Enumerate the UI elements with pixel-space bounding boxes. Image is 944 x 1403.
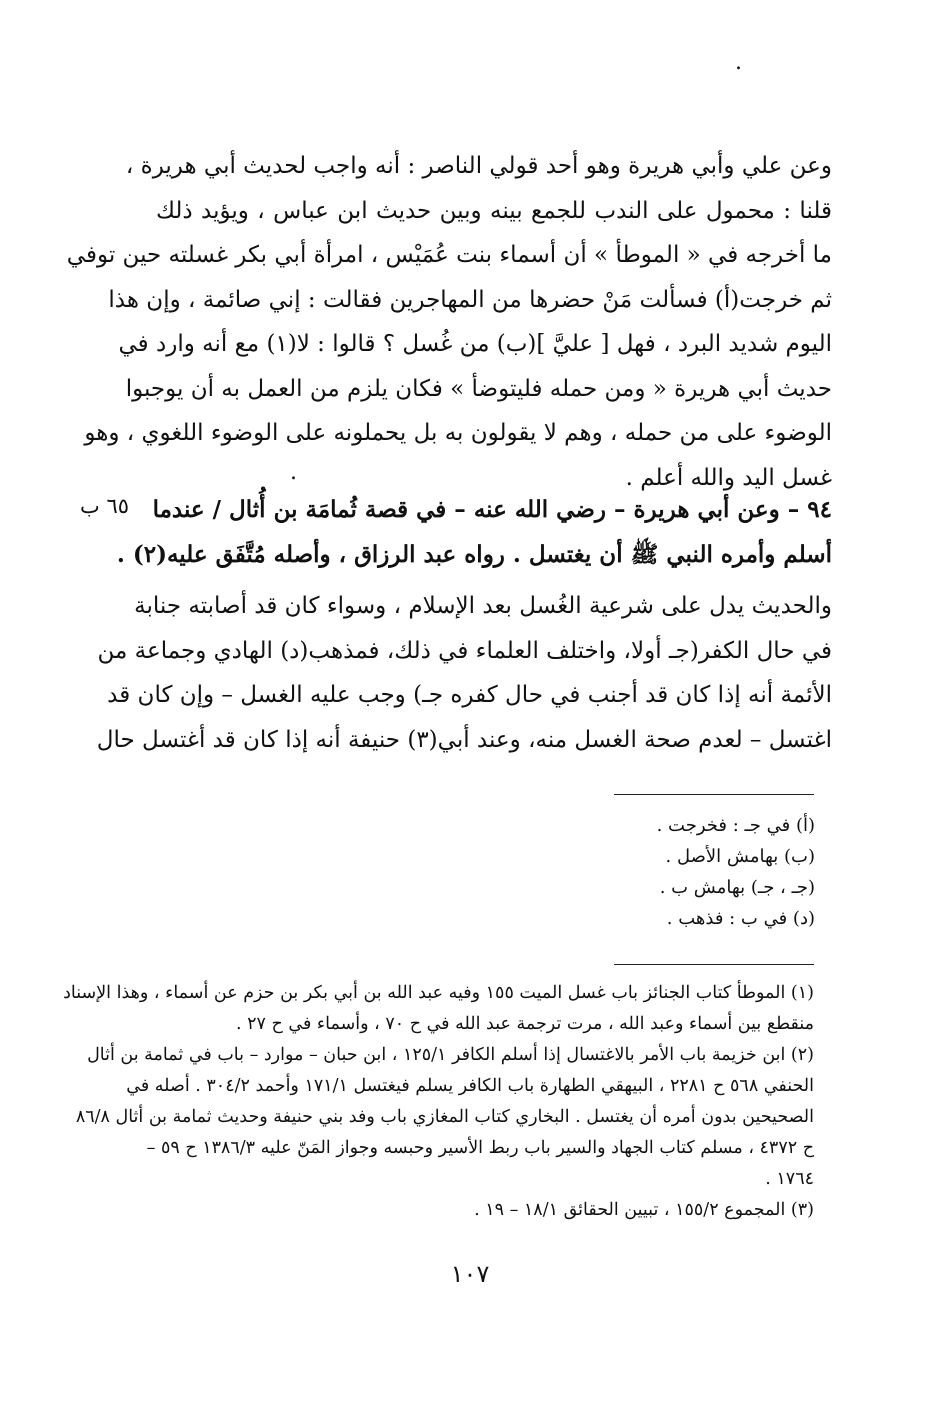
mid-dot: .: [290, 460, 297, 485]
margin-folio-note: ٦٥ ب: [80, 494, 130, 518]
footnote-line: منقطع بين أسماء وعبد الله ، مرت ترجمة عبد الله في ح ٧٠ ، وأسماء في ح ٢٧ .: [236, 1014, 814, 1034]
body-line: اغتسل – لعدم صحة الغسل منه، وعند أبي(٣) حنيفة أنه إذا كان قد أغتسل حال: [96, 726, 832, 753]
body-line: الأئمة أنه إذا كان قد أجنب في حال كفره جـ) وجب عليه الغسل – وإن كان قد: [107, 682, 832, 708]
body-line: ما أخرجه في « الموطأ » أن أسماء بنت عُمَيْس ، امرأة أبي بكر غسلته حين توفي: [66, 242, 832, 268]
variant-notes-divider: [614, 794, 814, 795]
body-line: وعن علي وأبي هريرة وهو أحد قولي الناصر : أنه واجب لحديث أبي هريرة ،: [125, 153, 832, 179]
variant-note: (جـ ، جـ) بهامش ب .: [659, 877, 815, 898]
body-line: حديث أبي هريرة « ومن حمله فليتوضأ » فكان يلزم من العمل به أن يوجبوا: [125, 375, 832, 402]
footnote-line: (١) الموطأ كتاب الجنائز باب غسل الميت ١٥٥ وفيه عبد الله بن أبي بكر بن حزم عن أسماء ، وهذا الإسناد: [63, 983, 814, 1003]
footnotes: [63, 978, 814, 1226]
footnote-line: (٢) ابن خزيمة باب الأمر بالاغتسال إذا أسلم الكافر ١٢٥/١ ، ابن حبان – موارد – باب في ثمامة بن أثال: [87, 1045, 814, 1065]
hadith-line: أسلم وأمره النبي ﷺ أن يغتسل . رواه عبد الرزاق ، وأصله مُتَّفَق عليه(٢) .: [116, 540, 832, 568]
variant-note: (ب) بهامش الأصل .: [665, 846, 815, 867]
variant-notes: [560, 810, 815, 934]
footnote-line: (٣) المجموع ١٥٥/٢ ، تبيين الحقائق ١٨/١ – ١٩ .: [474, 1200, 814, 1220]
footnote-line: ح ٤٣٧٢ ، مسلم كتاب الجهاد والسير باب ربط الأسير وحبسه وجواز المَنّ عليه ١٣٨٦/٣ ح ٥٩ –: [146, 1138, 814, 1158]
top-dot: .: [735, 50, 742, 75]
page-number: ١٠٧: [450, 1260, 490, 1288]
footnotes-divider: [614, 964, 814, 965]
hadith-94: [116, 488, 832, 577]
footnote-line: ١٧٦٤ .: [765, 1169, 814, 1189]
footnote-line: الصحيحين بدون أمره أن يغتسل . البخاري كتاب المغازي باب وفد بني حنيفة وحديث ثمامة بن أثال ٨٦/٨: [75, 1107, 814, 1127]
variant-note: (أ) في جـ : فخرجت .: [656, 815, 815, 836]
main-text-top: [66, 144, 832, 500]
body-line: الوضوء على من حمله ، وهم لا يقولون به بل يحملونه على الوضوء اللغوي ، وهو: [84, 420, 832, 446]
body-line: في حال الكفر(جـ أولا، واختلف العلماء في ذلك، فمذهب(د) الهادي وجماعة من: [97, 637, 832, 664]
commentary: [96, 584, 832, 762]
body-line: اليوم شديد البرد ، فهل [ عليَّ ](ب) من غُسل ؟ قالوا : لا(١) مع أنه وارد في: [118, 331, 832, 357]
variant-note: (د) في ب : فذهب .: [666, 908, 815, 929]
body-line: ثم خرجت(أ) فسألت مَنْ حضرها من المهاجرين فقالت : إني صائمة ، وإن هذا: [108, 286, 832, 313]
body-line: قلنا : محمول على الندب للجمع بينه وبين حديث ابن عباس ، ويؤيد ذلك: [156, 197, 832, 224]
hadith-line: ٩٤ – وعن أبي هريرة – رضي الله عنه – في قصة ثُمامَة بن أُثال / عندما: [152, 496, 832, 523]
body-line: غسل اليد والله أعلم .: [625, 464, 832, 491]
body-line: والحديث يدل على شرعية الغُسل بعد الإسلام ، وسواء كان قد أصابته جنابة: [134, 593, 832, 619]
footnote-line: الحنفي ٥٦٨ ح ٢٢٨١ ، البيهقي الطهارة باب الكافر يسلم فيغتسل ١٧١/١ وأحمد ٣٠٤/٢ . أصله في: [126, 1076, 814, 1096]
